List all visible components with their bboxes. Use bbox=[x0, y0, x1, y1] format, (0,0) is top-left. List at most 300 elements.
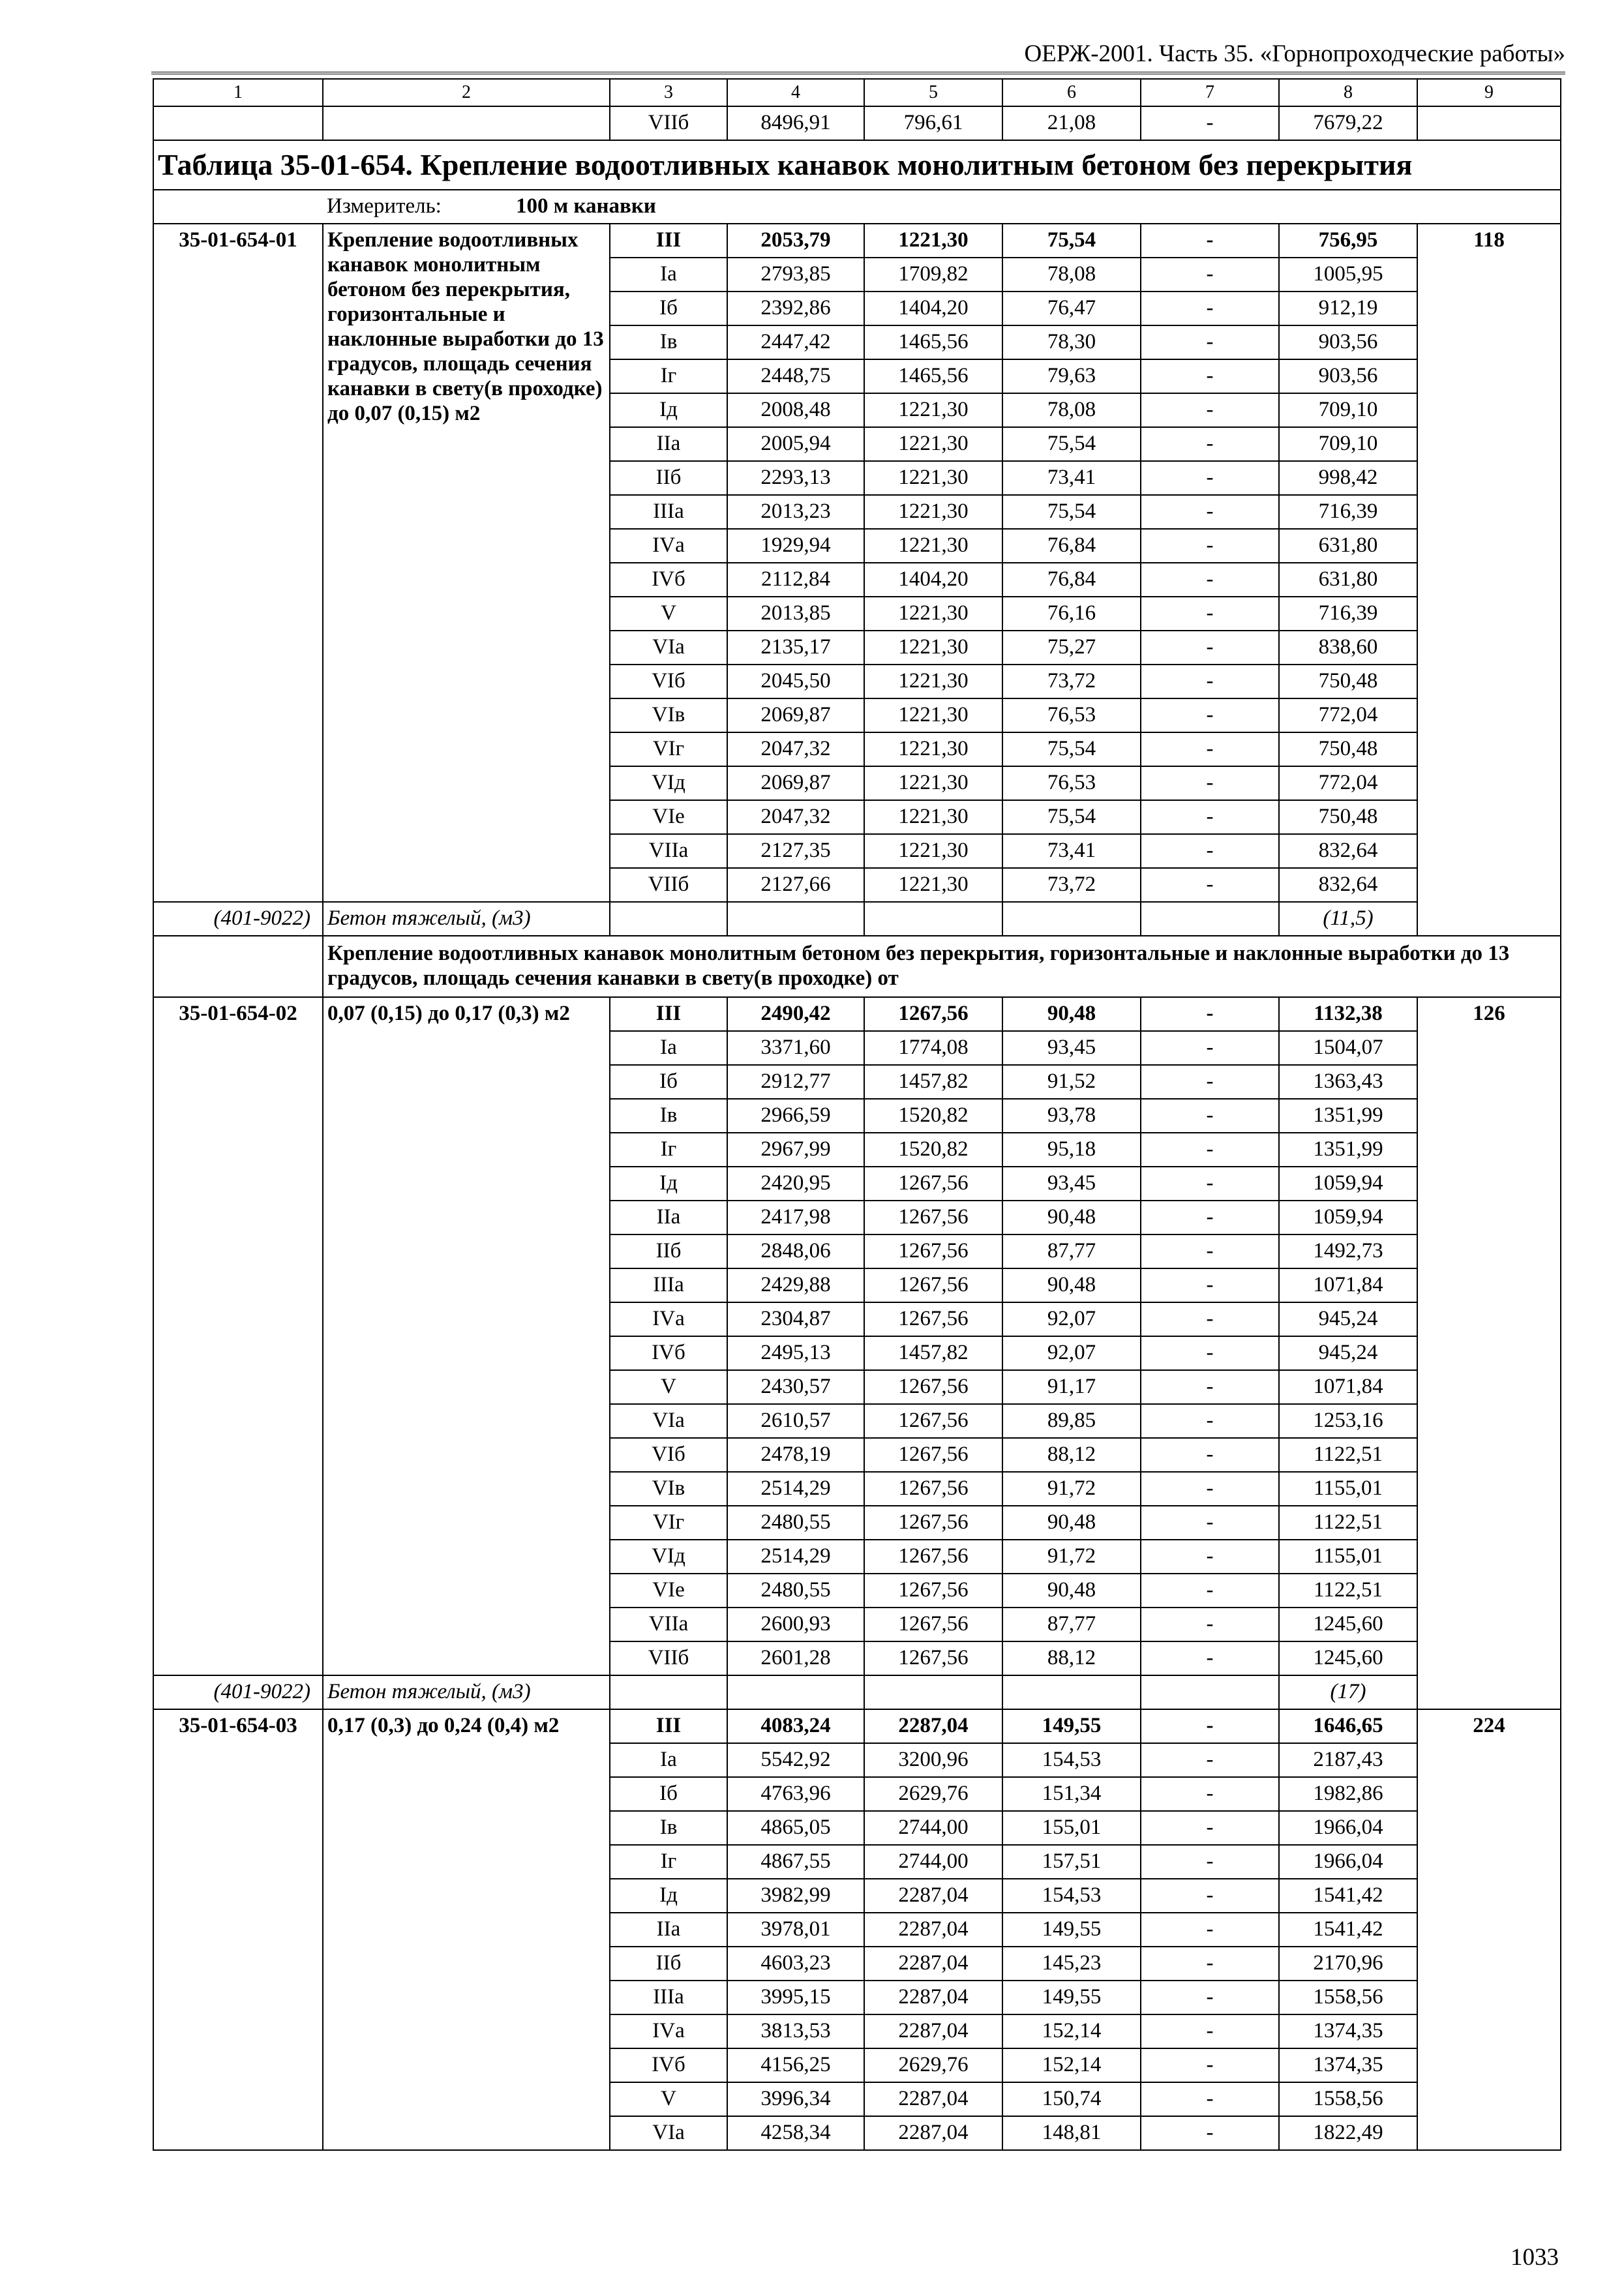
value-cell: 1155,01 bbox=[1279, 1540, 1417, 1574]
value-cell: 1221,30 bbox=[864, 529, 1002, 563]
value-cell: 150,74 bbox=[1002, 2082, 1141, 2116]
value-cell: - bbox=[1141, 1336, 1279, 1370]
value-cell: 756,95 bbox=[1279, 224, 1417, 258]
column-number: 3 bbox=[610, 79, 727, 106]
zone-cell: VIб bbox=[610, 665, 727, 698]
value-cell: 154,53 bbox=[1002, 1743, 1141, 1777]
labor-cost: 126 bbox=[1417, 997, 1561, 1709]
value-cell: - bbox=[1141, 997, 1279, 1031]
item-code: 35-01-654-01 bbox=[153, 224, 323, 902]
value-cell: - bbox=[1141, 1438, 1279, 1472]
value-cell: 4763,96 bbox=[727, 1777, 864, 1811]
value-cell: 838,60 bbox=[1279, 631, 1417, 665]
value-cell: 832,64 bbox=[1279, 834, 1417, 868]
value-cell: 1155,01 bbox=[1279, 1472, 1417, 1506]
value-cell: 945,24 bbox=[1279, 1302, 1417, 1336]
value-cell: 1221,30 bbox=[864, 393, 1002, 427]
value-cell: 2966,59 bbox=[727, 1099, 864, 1133]
empty-cell bbox=[323, 106, 610, 140]
value-cell: 1267,56 bbox=[864, 1167, 1002, 1201]
value-cell: 2013,23 bbox=[727, 495, 864, 529]
value-cell: - bbox=[1141, 597, 1279, 631]
value-cell: - bbox=[1141, 1404, 1279, 1438]
value-cell: - bbox=[1141, 732, 1279, 766]
value-cell: - bbox=[1141, 393, 1279, 427]
value-cell: - bbox=[1141, 1234, 1279, 1268]
zone-cell: IIа bbox=[610, 427, 727, 461]
value-cell: 3371,60 bbox=[727, 1031, 864, 1065]
zone-cell: V bbox=[610, 1370, 727, 1404]
value-cell: 152,14 bbox=[1002, 2048, 1141, 2082]
value-cell: 1221,30 bbox=[864, 698, 1002, 732]
value-cell: 903,56 bbox=[1279, 325, 1417, 359]
value-cell: 2293,13 bbox=[727, 461, 864, 495]
value-cell: 1374,35 bbox=[1279, 2048, 1417, 2082]
zone-cell: IIа bbox=[610, 1913, 727, 1947]
table-row bbox=[153, 997, 1561, 1031]
empty-cell bbox=[1141, 1675, 1279, 1709]
value-cell: 1351,99 bbox=[1279, 1133, 1417, 1167]
value-cell: 2287,04 bbox=[864, 1913, 1002, 1947]
value-cell: 93,45 bbox=[1002, 1031, 1141, 1065]
value-cell: 772,04 bbox=[1279, 698, 1417, 732]
column-number: 6 bbox=[1002, 79, 1141, 106]
value-cell: - bbox=[1141, 665, 1279, 698]
measure-value: 100 м канавки bbox=[516, 194, 656, 218]
value-cell: 3982,99 bbox=[727, 1879, 864, 1913]
value-cell: - bbox=[1141, 325, 1279, 359]
value-cell: 1221,30 bbox=[864, 461, 1002, 495]
zone-cell: VIа bbox=[610, 2116, 727, 2150]
zone-cell: IVб bbox=[610, 563, 727, 597]
value-cell: 1221,30 bbox=[864, 427, 1002, 461]
value-cell: 1245,60 bbox=[1279, 1641, 1417, 1675]
value-cell: 90,48 bbox=[1002, 997, 1141, 1031]
value-cell: 1541,42 bbox=[1279, 1913, 1417, 1947]
zone-cell: IVа bbox=[610, 2014, 727, 2048]
value-cell: 2793,85 bbox=[727, 258, 864, 292]
value-cell: 73,72 bbox=[1002, 868, 1141, 902]
value-cell: 4258,34 bbox=[727, 2116, 864, 2150]
value-cell: 87,77 bbox=[1002, 1608, 1141, 1641]
value-cell: 2287,04 bbox=[864, 1981, 1002, 2014]
empty-cell bbox=[153, 190, 323, 224]
value-cell: 76,16 bbox=[1002, 597, 1141, 631]
value-cell: 90,48 bbox=[1002, 1574, 1141, 1608]
value-cell: 1267,56 bbox=[864, 1201, 1002, 1234]
zone-cell: IIб bbox=[610, 461, 727, 495]
value-cell: 3996,34 bbox=[727, 2082, 864, 2116]
zone-cell: Iв bbox=[610, 1099, 727, 1133]
value-cell: 1071,84 bbox=[1279, 1370, 1417, 1404]
table-row bbox=[153, 1709, 1561, 1743]
value-cell: 2514,29 bbox=[727, 1472, 864, 1506]
zone-cell: VIIа bbox=[610, 1608, 727, 1641]
value-cell: 148,81 bbox=[1002, 2116, 1141, 2150]
value-cell: 2480,55 bbox=[727, 1574, 864, 1608]
value-cell: 4603,23 bbox=[727, 1947, 864, 1981]
zone-cell: Iд bbox=[610, 393, 727, 427]
value-cell: 1541,42 bbox=[1279, 1879, 1417, 1913]
value-cell: 152,14 bbox=[1002, 2014, 1141, 2048]
empty-cell bbox=[1002, 902, 1141, 936]
zone-cell: Iв bbox=[610, 1811, 727, 1845]
value-cell: 4156,25 bbox=[727, 2048, 864, 2082]
value-cell: 631,80 bbox=[1279, 529, 1417, 563]
value-cell: 1267,56 bbox=[864, 1302, 1002, 1336]
value-cell: 1221,30 bbox=[864, 800, 1002, 834]
column-number: 9 bbox=[1417, 79, 1561, 106]
value-cell: 157,51 bbox=[1002, 1845, 1141, 1879]
value-cell: 76,53 bbox=[1002, 766, 1141, 800]
table-title-row bbox=[153, 140, 1561, 190]
value-cell: 1709,82 bbox=[864, 258, 1002, 292]
zone-cell: IIIа bbox=[610, 1268, 727, 1302]
value-cell: 1267,56 bbox=[864, 997, 1002, 1031]
value-cell: - bbox=[1141, 2082, 1279, 2116]
subheading-row bbox=[153, 936, 1561, 997]
value-cell: 750,48 bbox=[1279, 732, 1417, 766]
measure-cell bbox=[323, 190, 1561, 224]
value-cell: - bbox=[1141, 1981, 1279, 2014]
zone-cell: VIе bbox=[610, 1574, 727, 1608]
zone-cell: Iб bbox=[610, 1065, 727, 1099]
value-cell: 79,63 bbox=[1002, 359, 1141, 393]
value-cell: 1558,56 bbox=[1279, 1981, 1417, 2014]
zone-cell: VIб bbox=[610, 1438, 727, 1472]
value-cell: 1457,82 bbox=[864, 1336, 1002, 1370]
value-cell: 631,80 bbox=[1279, 563, 1417, 597]
value-cell: 2744,00 bbox=[864, 1845, 1002, 1879]
value-cell: 1267,56 bbox=[864, 1234, 1002, 1268]
value-cell: 149,55 bbox=[1002, 1981, 1141, 2014]
zone-cell: Iб bbox=[610, 292, 727, 325]
value-cell: - bbox=[1141, 1845, 1279, 1879]
value-cell: 75,54 bbox=[1002, 800, 1141, 834]
empty-cell bbox=[153, 106, 323, 140]
item-code: 35-01-654-03 bbox=[153, 1709, 323, 2150]
zone-cell: III bbox=[610, 224, 727, 258]
zone-cell: IVа bbox=[610, 1302, 727, 1336]
empty-cell bbox=[864, 902, 1002, 936]
value-cell: 90,48 bbox=[1002, 1506, 1141, 1540]
value-cell: 2490,42 bbox=[727, 997, 864, 1031]
value-cell: - bbox=[1141, 1099, 1279, 1133]
value-cell: - bbox=[1141, 2014, 1279, 2048]
column-number: 7 bbox=[1141, 79, 1279, 106]
value-cell: 3813,53 bbox=[727, 2014, 864, 2048]
item-description: 0,17 (0,3) до 0,24 (0,4) м2 bbox=[323, 1709, 610, 2150]
value-cell: 88,12 bbox=[1002, 1438, 1141, 1472]
value-cell: - bbox=[1141, 1913, 1279, 1947]
value-cell: 2127,66 bbox=[727, 868, 864, 902]
zone-cell: VIг bbox=[610, 1506, 727, 1540]
value-cell: 2601,28 bbox=[727, 1641, 864, 1675]
value-cell: 21,08 bbox=[1002, 106, 1141, 140]
value-cell: 2417,98 bbox=[727, 1201, 864, 1234]
value-cell: 91,72 bbox=[1002, 1472, 1141, 1506]
value-cell: 945,24 bbox=[1279, 1336, 1417, 1370]
empty-cell bbox=[610, 902, 727, 936]
value-cell: - bbox=[1141, 1641, 1279, 1675]
resource-name: Бетон тяжелый, (м3) bbox=[323, 1675, 610, 1709]
resource-code: (401-9022) bbox=[153, 902, 323, 936]
zone-cell: IVб bbox=[610, 1336, 727, 1370]
value-cell: 2187,43 bbox=[1279, 1743, 1417, 1777]
value-cell: - bbox=[1141, 1947, 1279, 1981]
item-code: 35-01-654-02 bbox=[153, 997, 323, 1675]
value-cell: 1929,94 bbox=[727, 529, 864, 563]
value-cell: 903,56 bbox=[1279, 359, 1417, 393]
column-number: 4 bbox=[727, 79, 864, 106]
value-cell: 7679,22 bbox=[1279, 106, 1417, 140]
zone-cell: IIб bbox=[610, 1947, 727, 1981]
page-number: 1033 bbox=[1511, 2244, 1559, 2271]
value-cell: 1404,20 bbox=[864, 292, 1002, 325]
value-cell: 1221,30 bbox=[864, 732, 1002, 766]
resource-name: Бетон тяжелый, (м3) bbox=[323, 902, 610, 936]
zone-cell: VIIб bbox=[610, 1641, 727, 1675]
zone-cell: VIIб bbox=[610, 106, 727, 140]
value-cell: 3995,15 bbox=[727, 1981, 864, 2014]
value-cell: - bbox=[1141, 800, 1279, 834]
value-cell: 92,07 bbox=[1002, 1336, 1141, 1370]
value-cell: 1267,56 bbox=[864, 1506, 1002, 1540]
empty-cell bbox=[153, 936, 323, 997]
empty-cell bbox=[1141, 902, 1279, 936]
value-cell: 93,78 bbox=[1002, 1099, 1141, 1133]
zone-cell: VIв bbox=[610, 1472, 727, 1506]
value-cell: 75,54 bbox=[1002, 732, 1141, 766]
value-cell: 1071,84 bbox=[1279, 1268, 1417, 1302]
value-cell: 5542,92 bbox=[727, 1743, 864, 1777]
value-cell: 1465,56 bbox=[864, 359, 1002, 393]
value-cell: 1351,99 bbox=[1279, 1099, 1417, 1133]
value-cell: 76,84 bbox=[1002, 529, 1141, 563]
value-cell: 1221,30 bbox=[864, 868, 1002, 902]
value-cell: 2610,57 bbox=[727, 1404, 864, 1438]
value-cell: - bbox=[1141, 698, 1279, 732]
value-cell: 2848,06 bbox=[727, 1234, 864, 1268]
zone-cell: VIIа bbox=[610, 834, 727, 868]
value-cell: 90,48 bbox=[1002, 1201, 1141, 1234]
value-cell: 2112,84 bbox=[727, 563, 864, 597]
empty-cell bbox=[864, 1675, 1002, 1709]
value-cell: 1267,56 bbox=[864, 1472, 1002, 1506]
zone-cell: VIг bbox=[610, 732, 727, 766]
value-cell: - bbox=[1141, 834, 1279, 868]
value-cell: - bbox=[1141, 258, 1279, 292]
value-cell: 2053,79 bbox=[727, 224, 864, 258]
value-cell: - bbox=[1141, 224, 1279, 258]
value-cell: 832,64 bbox=[1279, 868, 1417, 902]
value-cell: 95,18 bbox=[1002, 1133, 1141, 1167]
value-cell: 1059,94 bbox=[1279, 1167, 1417, 1201]
value-cell: 87,77 bbox=[1002, 1234, 1141, 1268]
value-cell: 1267,56 bbox=[864, 1540, 1002, 1574]
value-cell: - bbox=[1141, 2116, 1279, 2150]
value-cell: 149,55 bbox=[1002, 1913, 1141, 1947]
value-cell: 1646,65 bbox=[1279, 1709, 1417, 1743]
value-cell: 1267,56 bbox=[864, 1268, 1002, 1302]
value-cell: - bbox=[1141, 1370, 1279, 1404]
value-cell: - bbox=[1141, 359, 1279, 393]
value-cell: - bbox=[1141, 1031, 1279, 1065]
zone-cell: IIIа bbox=[610, 495, 727, 529]
value-cell: 2629,76 bbox=[864, 1777, 1002, 1811]
labor-cost: 224 bbox=[1417, 1709, 1561, 2150]
zone-cell: III bbox=[610, 1709, 727, 1743]
value-cell: 91,72 bbox=[1002, 1540, 1141, 1574]
value-cell: 1558,56 bbox=[1279, 2082, 1417, 2116]
value-cell: 772,04 bbox=[1279, 766, 1417, 800]
value-cell: 1374,35 bbox=[1279, 2014, 1417, 2048]
zone-cell: IVб bbox=[610, 2048, 727, 2082]
value-cell: 2287,04 bbox=[864, 2082, 1002, 2116]
value-cell: - bbox=[1141, 631, 1279, 665]
value-cell: 73,72 bbox=[1002, 665, 1141, 698]
value-cell: 1245,60 bbox=[1279, 1608, 1417, 1641]
value-cell: - bbox=[1141, 1608, 1279, 1641]
value-cell: 2069,87 bbox=[727, 698, 864, 732]
value-cell: - bbox=[1141, 461, 1279, 495]
value-cell: 2448,75 bbox=[727, 359, 864, 393]
value-cell: 2478,19 bbox=[727, 1438, 864, 1472]
zone-cell: VIе bbox=[610, 800, 727, 834]
value-cell: 2047,32 bbox=[727, 800, 864, 834]
value-cell: 1005,95 bbox=[1279, 258, 1417, 292]
value-cell: 2392,86 bbox=[727, 292, 864, 325]
value-cell: 1492,73 bbox=[1279, 1234, 1417, 1268]
value-cell: 2287,04 bbox=[864, 1879, 1002, 1913]
value-cell: - bbox=[1141, 106, 1279, 140]
zone-cell: VIIб bbox=[610, 868, 727, 902]
zone-cell: VIа bbox=[610, 1404, 727, 1438]
value-cell: 78,08 bbox=[1002, 258, 1141, 292]
value-cell: 145,23 bbox=[1002, 1947, 1141, 1981]
value-cell: 2135,17 bbox=[727, 631, 864, 665]
value-cell: 750,48 bbox=[1279, 800, 1417, 834]
value-cell: 73,41 bbox=[1002, 461, 1141, 495]
value-cell: 1221,30 bbox=[864, 766, 1002, 800]
value-cell: 2629,76 bbox=[864, 2048, 1002, 2082]
labor-cost: 118 bbox=[1417, 224, 1561, 936]
value-cell: 76,84 bbox=[1002, 563, 1141, 597]
resource-amount: (17) bbox=[1279, 1675, 1417, 1709]
resource-amount: (11,5) bbox=[1279, 902, 1417, 936]
value-cell: 2287,04 bbox=[864, 1709, 1002, 1743]
zone-cell: III bbox=[610, 997, 727, 1031]
resource-row bbox=[153, 1675, 1561, 1709]
zone-cell: Iг bbox=[610, 1845, 727, 1879]
value-cell: 2304,87 bbox=[727, 1302, 864, 1336]
zone-cell: Iг bbox=[610, 1133, 727, 1167]
zone-cell: Iа bbox=[610, 1031, 727, 1065]
value-cell: - bbox=[1141, 1201, 1279, 1234]
zone-cell: VIд bbox=[610, 1540, 727, 1574]
value-cell: - bbox=[1141, 1065, 1279, 1099]
measure-label: Измеритель: bbox=[327, 194, 442, 218]
value-cell: 1363,43 bbox=[1279, 1065, 1417, 1099]
value-cell: 998,42 bbox=[1279, 461, 1417, 495]
value-cell: 912,19 bbox=[1279, 292, 1417, 325]
value-cell: 1520,82 bbox=[864, 1133, 1002, 1167]
zone-cell: Iд bbox=[610, 1879, 727, 1913]
zone-cell: V bbox=[610, 2082, 727, 2116]
zone-cell: Iг bbox=[610, 359, 727, 393]
value-cell: 1267,56 bbox=[864, 1641, 1002, 1675]
zone-cell: Iб bbox=[610, 1777, 727, 1811]
value-cell: 1267,56 bbox=[864, 1574, 1002, 1608]
value-cell: - bbox=[1141, 427, 1279, 461]
value-cell: 2045,50 bbox=[727, 665, 864, 698]
value-cell: 89,85 bbox=[1002, 1404, 1141, 1438]
value-cell: 2170,96 bbox=[1279, 1947, 1417, 1981]
value-cell: 2495,13 bbox=[727, 1336, 864, 1370]
zone-cell: Iа bbox=[610, 1743, 727, 1777]
table-row bbox=[153, 224, 1561, 258]
value-cell: 2600,93 bbox=[727, 1608, 864, 1641]
value-cell: 1122,51 bbox=[1279, 1574, 1417, 1608]
value-cell: 4865,05 bbox=[727, 1811, 864, 1845]
value-cell: 1404,20 bbox=[864, 563, 1002, 597]
value-cell: 2429,88 bbox=[727, 1268, 864, 1302]
value-cell: 2514,29 bbox=[727, 1540, 864, 1574]
value-cell: 1267,56 bbox=[864, 1370, 1002, 1404]
value-cell: 716,39 bbox=[1279, 495, 1417, 529]
value-cell: 716,39 bbox=[1279, 597, 1417, 631]
value-cell: - bbox=[1141, 529, 1279, 563]
value-cell: 2287,04 bbox=[864, 2116, 1002, 2150]
value-cell: 1221,30 bbox=[864, 631, 1002, 665]
zone-cell: IIб bbox=[610, 1234, 727, 1268]
value-cell: 75,54 bbox=[1002, 224, 1141, 258]
value-cell: 1774,08 bbox=[864, 1031, 1002, 1065]
value-cell: - bbox=[1141, 1743, 1279, 1777]
value-cell: - bbox=[1141, 1133, 1279, 1167]
zone-cell: VIв bbox=[610, 698, 727, 732]
zone-cell: IIа bbox=[610, 1201, 727, 1234]
column-number: 2 bbox=[323, 79, 610, 106]
column-number-row bbox=[153, 79, 1561, 106]
value-cell: - bbox=[1141, 1506, 1279, 1540]
running-title: ОЕРЖ-2001. Часть 35. «Горнопроходческие работы» bbox=[1024, 40, 1565, 67]
value-cell: - bbox=[1141, 563, 1279, 597]
zone-cell: Iа bbox=[610, 258, 727, 292]
column-number: 8 bbox=[1279, 79, 1417, 106]
value-cell: 1122,51 bbox=[1279, 1438, 1417, 1472]
value-cell: 4867,55 bbox=[727, 1845, 864, 1879]
value-cell: 1504,07 bbox=[1279, 1031, 1417, 1065]
value-cell: 2008,48 bbox=[727, 393, 864, 427]
empty-cell bbox=[610, 1675, 727, 1709]
value-cell: 73,41 bbox=[1002, 834, 1141, 868]
resource-code: (401-9022) bbox=[153, 1675, 323, 1709]
running-header bbox=[151, 38, 1565, 74]
value-cell: 76,53 bbox=[1002, 698, 1141, 732]
column-number: 5 bbox=[864, 79, 1002, 106]
value-cell: 91,52 bbox=[1002, 1065, 1141, 1099]
item-description: 0,07 (0,15) до 0,17 (0,3) м2 bbox=[323, 997, 610, 1675]
value-cell: 2069,87 bbox=[727, 766, 864, 800]
value-cell: 2912,77 bbox=[727, 1065, 864, 1099]
value-cell: 2047,32 bbox=[727, 732, 864, 766]
value-cell: 1966,04 bbox=[1279, 1811, 1417, 1845]
value-cell: 2287,04 bbox=[864, 2014, 1002, 2048]
value-cell: - bbox=[1141, 292, 1279, 325]
value-cell: 709,10 bbox=[1279, 427, 1417, 461]
empty-cell bbox=[727, 902, 864, 936]
